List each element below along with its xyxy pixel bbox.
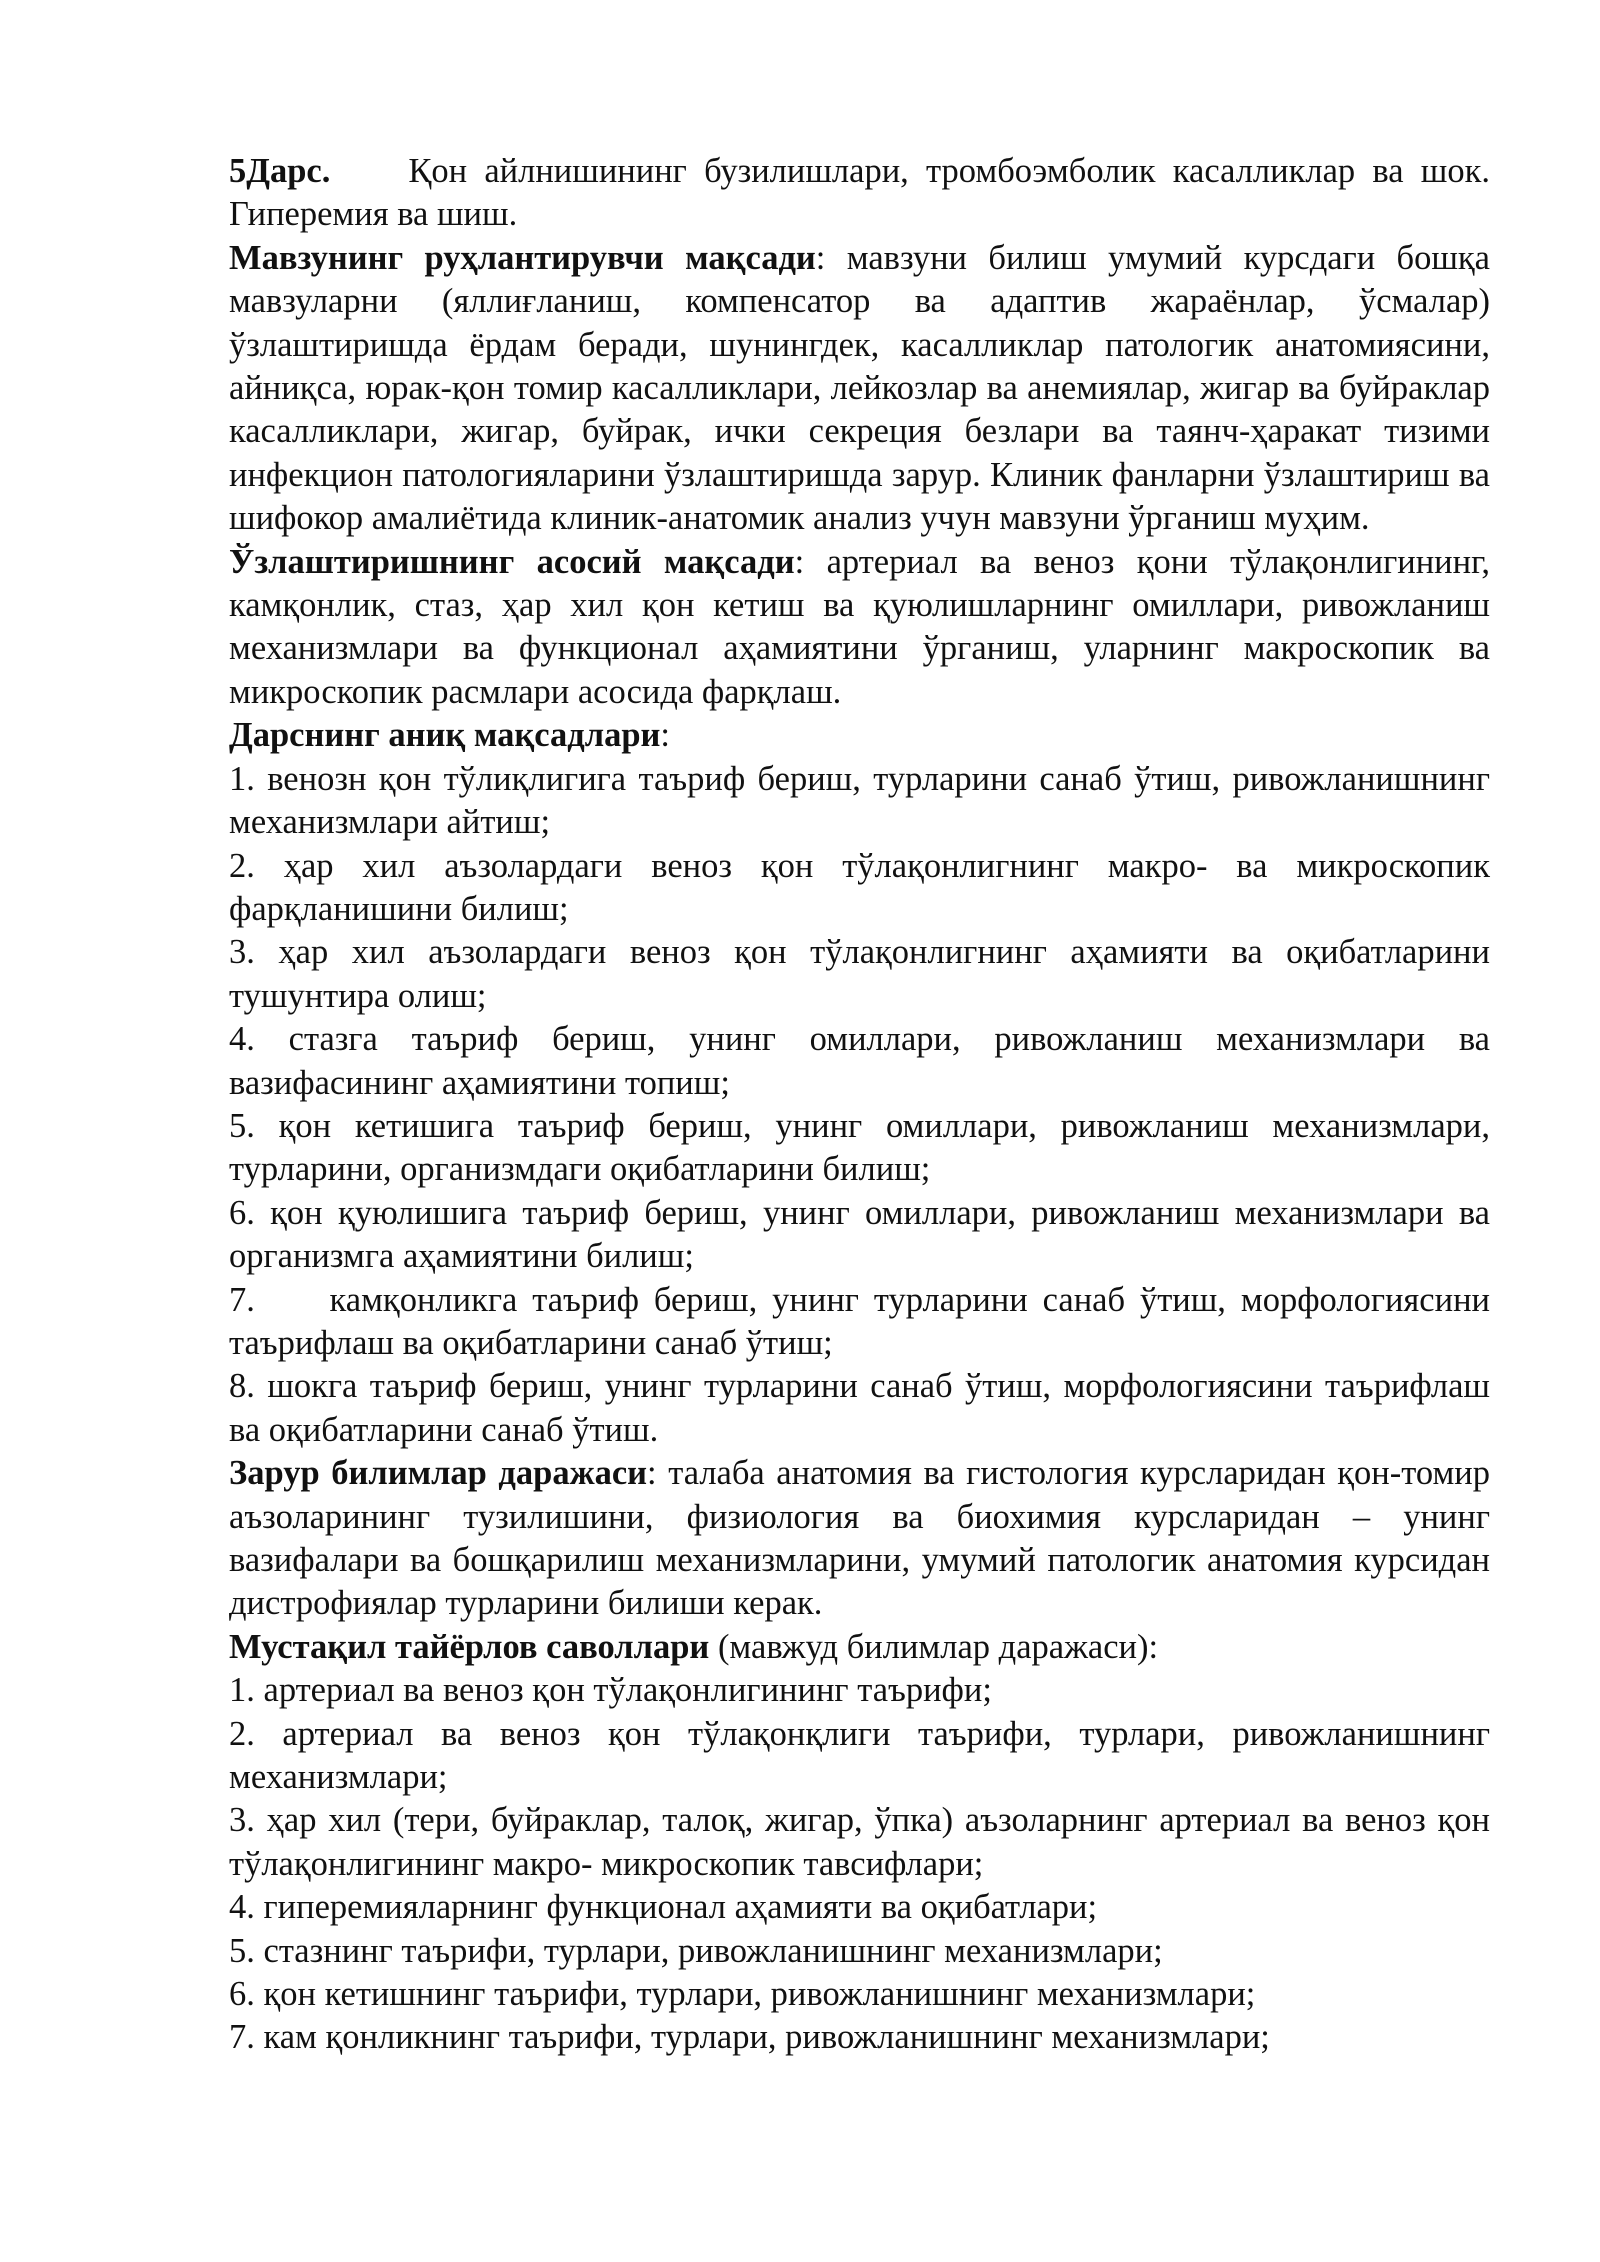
specific-goals-heading-paragraph <box>229 714 1490 757</box>
lesson-title-paragraph <box>229 150 1490 237</box>
specific-goals-colon: : <box>660 716 671 755</box>
list-item: 8. шокга таъриф бериш, унинг турларини санаб ўтиш, морфологиясини таърифлаш ва оқибатларини санаб ўтиш. <box>229 1367 1490 1449</box>
list-item: 7. кам қонликнинг таърифи, турлари, ривожланишнинг механизмлари; <box>229 2018 1270 2057</box>
spiritual-goal-label: Мавзунинг руҳлантирувчи мақсади <box>229 238 816 277</box>
list-item: 6. қон кетишнинг таърифи, турлари, ривожланишнинг механизмлари; <box>229 1975 1256 2014</box>
required-knowledge-text: : талаба анатомия ва гистология курсларидан қон-томир аъзоларининг тузилишини, физиология ва биохимия курсларидан – унинг вазифалари ва бошқарилиш механизмларини, умумий патологик анатомия курсидан дистрофиялар турларини билиши керак. <box>229 1454 1490 1623</box>
document-page <box>229 150 1499 2060</box>
list-item: 5. қон кетишига таъриф бериш, унинг омиллари, ривожланиш механизмлари, турларини, организмдаги оқибатларини билиш; <box>229 1106 1490 1189</box>
list-item: 4. гиперемияларнинг функционал аҳамияти ва оқибатлари; <box>229 1888 1098 1927</box>
required-knowledge-paragraph <box>229 1452 1490 1626</box>
main-goal-label: Ўзлаштиришнинг асосий мақсади <box>229 542 795 581</box>
list-item: 1. венозн қон тўлиқлигига таъриф бериш, турларини санаб ўтиш, ривожланишнинг механизмлари айтиш; <box>229 759 1490 842</box>
list-item: 6. қон қуюлишига таъриф бериш, унинг омиллари, ривожланиш механизмлари ва организмга аҳамиятини билиш; <box>229 1193 1490 1276</box>
list-item: 2. ҳар хил аъзолардаги веноз қон тўлақонлигнинг макро- ва микроскопик фарқланишини билиш; <box>229 846 1490 928</box>
list-item: 7. камқонликга таъриф бериш, унинг турларини санаб ўтиш, морфологиясини таърифлаш ва оқибатларини санаб ўтиш; <box>229 1280 1499 1362</box>
list-item: 4. стазга таъриф бериш, унинг омиллари, ривожланиш механизмлари ва вазифасининг аҳамиятини топиш; <box>229 1020 1490 1102</box>
self-study-heading: Мустақил тайёрлов саволлари <box>229 1627 710 1666</box>
self-study-list <box>229 1669 1490 2060</box>
specific-goals-list <box>229 758 1499 1453</box>
lesson-number: 5Дарс. <box>229 152 331 190</box>
specific-goals-heading: Дарснинг аниқ мақсадлари <box>229 716 661 755</box>
list-item: 1. артериал ва веноз қон тўлақонлигининг таърифи; <box>229 1671 992 1710</box>
list-item: 3. ҳар хил аъзолардаги веноз қон тўлақонлигнинг аҳамияти ва оқибатларини тушунтира олиш; <box>229 933 1490 1015</box>
required-knowledge-label: Зарур билимлар даражаси <box>229 1454 648 1493</box>
main-goal-text: : артериал ва веноз қони тўлақонлигининг, камқонлик, стаз, ҳар хил қон кетиш ва қуюлишларнинг омиллари, ривожланиш механизмлари ва функционал аҳамиятини ўрганиш, уларнинг макроскопик ва микроскопик расмлари асосида фарқлаш. <box>229 542 1490 711</box>
spiritual-goal-paragraph <box>229 237 1490 541</box>
main-goal-paragraph <box>229 541 1490 715</box>
lesson-title: Қон айлнишининг бузилишлари, тромбоэмболик касалликлар ва шок. Гиперемия ва шиш. <box>229 152 1490 234</box>
list-item: 5. стазнинг таърифи, турлари, ривожланишнинг механизмлари; <box>229 1931 1163 1970</box>
self-study-heading-paragraph <box>229 1626 1490 1669</box>
list-item: 2. артериал ва веноз қон тўлақонқлиги таърифи, турлари, ривожланишнинг механизмлари; <box>229 1714 1490 1797</box>
spiritual-goal-text: : мавзуни билиш умумий курсдаги бошқа мавзуларни (яллиғланиш, компенсатор ва адаптив жараёнлар, ўсмалар) ўзлаштиришда ёрдам беради, шунингдек, касалликлар патологик анатомиясини, айниқса, юрак-қон томир касалликлари, лейкозлар ва анемиялар, жигар ва буйраклар касалликлари, жигар, буйрак, ички секреция безлари ва таянч-ҳаракат тизими инфекцион патологияларини ўзлаштиришда зарур. Клиник фанларни ўзлаштириш ва шифокор амалиётида клиник-анатомик анализ учун мавзуни ўрганиш муҳим. <box>229 238 1490 538</box>
list-item: 3. ҳар хил (тери, буйраклар, талоқ, жигар, ўпка) аъзоларнинг артериал ва веноз қон тўлақонлигининг макро- микроскопик тавсифлари; <box>229 1801 1490 1883</box>
self-study-subtitle: (мавжуд билимлар даражаси): <box>709 1627 1159 1666</box>
